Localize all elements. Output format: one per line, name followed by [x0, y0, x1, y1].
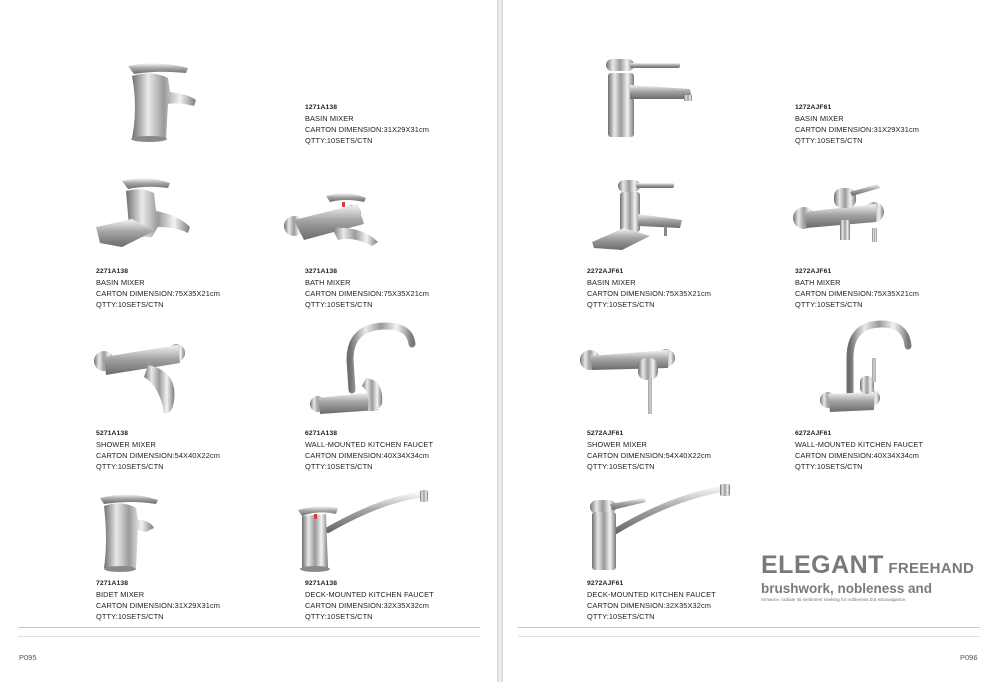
product-name: BIDET MIXER — [96, 590, 145, 599]
product-code: 5272AJF61 — [587, 430, 624, 437]
product-3271-caption — [305, 266, 429, 310]
product-1271-caption — [305, 102, 429, 146]
carton-dimension: CARTON DIMENSION:31X29X31cm — [795, 125, 919, 134]
product-3272-caption — [795, 266, 919, 310]
carton-dimension: CARTON DIMENSION:75X35X21cm — [587, 289, 711, 298]
shower-mixer-5272-photo — [578, 338, 678, 416]
carton-dimension: CARTON DIMENSION:31X29X31cm — [96, 601, 220, 610]
quantity: QTTY:10SETS/CTN — [795, 300, 863, 309]
carton-dimension: CARTON DIMENSION:75X35X21cm — [96, 289, 220, 298]
product-code: 6271A138 — [305, 430, 338, 437]
basin-mixer-2271-photo — [92, 175, 192, 253]
quantity: QTTY:10SETS/CTN — [96, 612, 164, 621]
product-2272-caption — [587, 266, 711, 310]
product-name: BATH MIXER — [795, 278, 841, 287]
left-footer-rule-2 — [18, 636, 480, 637]
product-code: 2272AJF61 — [587, 268, 624, 275]
product-name: BASIN MIXER — [587, 278, 636, 287]
basin-mixer-2272-photo — [588, 176, 688, 252]
product-name: WALL-MOUNTED KITCHEN FAUCET — [795, 440, 924, 449]
bath-mixer-3271-photo — [282, 190, 382, 252]
product-9272-caption — [587, 578, 716, 622]
slogan-word-elegant: ELEGANT — [761, 551, 884, 579]
carton-dimension: CARTON DIMENSION:54X40X22cm — [96, 451, 220, 460]
carton-dimension: CARTON DIMENSION:31X29X31cm — [305, 125, 429, 134]
carton-dimension: CARTON DIMENSION:40X34X34cm — [305, 451, 429, 460]
product-name: SHOWER MIXER — [96, 440, 156, 449]
carton-dimension: CARTON DIMENSION:40X34X34cm — [795, 451, 919, 460]
product-code: 9271A138 — [305, 580, 338, 587]
basin-mixer-1272-photo — [600, 55, 696, 139]
product-name: SHOWER MIXER — [587, 440, 647, 449]
shower-mixer-5271-photo — [92, 335, 188, 417]
product-name: DECK-MOUNTED KITCHEN FAUCET — [305, 590, 434, 599]
right-footer-rule — [518, 627, 980, 628]
slogan-small-text: romance, radiate its sentiment seeking for nobleness but extravagance. — [761, 597, 907, 602]
basin-mixer-1271-photo — [118, 58, 198, 144]
product-code: 7271A138 — [96, 580, 129, 587]
product-code: 1272AJF61 — [795, 104, 832, 111]
product-code: 5271A138 — [96, 430, 129, 437]
carton-dimension: CARTON DIMENSION:32X35X32cm — [305, 601, 429, 610]
slogan-subline: brushwork, nobleness and — [761, 581, 933, 596]
product-code: 2271A138 — [96, 268, 129, 275]
quantity: QTTY:10SETS/CTN — [305, 300, 373, 309]
quantity: QTTY:10SETS/CTN — [587, 462, 655, 471]
quantity: QTTY:10SETS/CTN — [305, 612, 373, 621]
product-5271-caption — [96, 428, 220, 472]
deck-kitchen-faucet-9272-photo — [584, 482, 734, 576]
carton-dimension: CARTON DIMENSION:32X35X32cm — [587, 601, 711, 610]
quantity: QTTY:10SETS/CTN — [587, 612, 655, 621]
carton-dimension: CARTON DIMENSION:75X35X21cm — [305, 289, 429, 298]
quantity: QTTY:10SETS/CTN — [96, 300, 164, 309]
product-name: BASIN MIXER — [305, 114, 354, 123]
left-page-number: P095 — [19, 653, 37, 662]
product-2271-caption — [96, 266, 220, 310]
product-6272-caption — [795, 428, 923, 472]
bath-mixer-3272-photo — [790, 182, 886, 254]
deck-kitchen-faucet-9271-photo — [294, 488, 430, 574]
product-6271-caption — [305, 428, 433, 472]
quantity: QTTY:10SETS/CTN — [795, 136, 863, 145]
product-code: 3272AJF61 — [795, 268, 832, 275]
product-code: 3271A138 — [305, 268, 338, 275]
product-name: WALL-MOUNTED KITCHEN FAUCET — [305, 440, 434, 449]
product-5272-caption — [587, 428, 711, 472]
product-code: 1271A138 — [305, 104, 338, 111]
product-7271-caption — [96, 578, 220, 622]
product-name: DECK-MOUNTED KITCHEN FAUCET — [587, 590, 716, 599]
wall-kitchen-faucet-6271-photo — [306, 320, 418, 418]
quantity: QTTY:10SETS/CTN — [96, 462, 164, 471]
product-9271-caption — [305, 578, 434, 622]
quantity: QTTY:10SETS/CTN — [587, 300, 655, 309]
product-1272-caption — [795, 102, 919, 146]
wall-kitchen-faucet-6272-photo — [818, 318, 914, 418]
left-footer-rule — [18, 627, 480, 628]
quantity: QTTY:10SETS/CTN — [305, 462, 373, 471]
elegant-freehand-slogan — [761, 553, 991, 604]
bidet-mixer-7271-photo — [98, 490, 160, 572]
product-name: BATH MIXER — [305, 278, 351, 287]
right-footer-rule-2 — [518, 636, 980, 637]
product-code: 9272AJF61 — [587, 580, 624, 587]
product-name: BASIN MIXER — [96, 278, 145, 287]
right-page-number: P096 — [960, 653, 978, 662]
product-name: BASIN MIXER — [795, 114, 844, 123]
carton-dimension: CARTON DIMENSION:54X40X22cm — [587, 451, 711, 460]
slogan-headline — [761, 553, 991, 581]
quantity: QTTY:10SETS/CTN — [305, 136, 373, 145]
quantity: QTTY:10SETS/CTN — [795, 462, 863, 471]
slogan-word-freehand: FREEHAND — [888, 560, 975, 577]
product-code: 6272AJF61 — [795, 430, 832, 437]
carton-dimension: CARTON DIMENSION:75X35X21cm — [795, 289, 919, 298]
